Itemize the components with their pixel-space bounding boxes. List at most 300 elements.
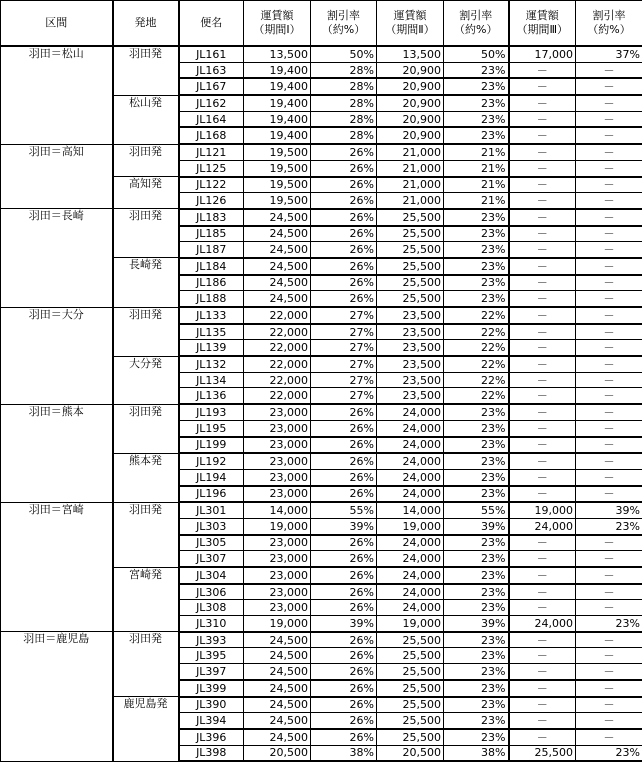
fare2-cell: 24,000 bbox=[377, 404, 444, 420]
rate1-cell: 26% bbox=[311, 275, 377, 291]
rate2-cell: 23% bbox=[444, 111, 509, 127]
flight-cell: JL135 bbox=[179, 324, 244, 340]
rate2-cell: 23% bbox=[444, 535, 509, 551]
flight-cell: JL393 bbox=[179, 632, 244, 648]
table-row bbox=[1, 632, 642, 648]
rate2-cell: 23% bbox=[444, 95, 509, 111]
flight-cell: JL303 bbox=[179, 518, 244, 534]
rate2-cell: 23% bbox=[444, 664, 509, 680]
fare3-cell: － bbox=[509, 226, 576, 242]
rate3-cell: － bbox=[576, 648, 642, 664]
fare2-cell: 23,500 bbox=[377, 324, 444, 340]
fare2-cell: 14,000 bbox=[377, 502, 444, 518]
fare1-cell: 23,000 bbox=[244, 584, 311, 600]
fare1-cell: 19,000 bbox=[244, 518, 311, 534]
origin-cell: 羽田発 bbox=[113, 46, 179, 95]
rate3-cell: － bbox=[576, 356, 642, 372]
fare2-cell: 21,000 bbox=[377, 144, 444, 160]
fare1-cell: 23,000 bbox=[244, 420, 311, 436]
fare2-cell: 24,000 bbox=[377, 567, 444, 584]
fare3-cell: － bbox=[509, 567, 576, 584]
origin-cell: 羽田発 bbox=[113, 404, 179, 453]
rate2-cell: 23% bbox=[444, 420, 509, 436]
flight-cell: JL397 bbox=[179, 664, 244, 680]
header-fare2 bbox=[377, 1, 444, 47]
fare2-cell: 19,000 bbox=[377, 616, 444, 632]
fare3-cell: － bbox=[509, 275, 576, 291]
rate3-cell: － bbox=[576, 664, 642, 680]
rate1-cell: 26% bbox=[311, 486, 377, 503]
rate3-cell: － bbox=[576, 242, 642, 258]
flight-cell: JL133 bbox=[179, 307, 244, 324]
rate2-cell: 23% bbox=[444, 258, 509, 275]
header-rate3 bbox=[576, 1, 642, 47]
flight-cell: JL164 bbox=[179, 111, 244, 127]
route-cell: 羽田＝鹿児島 bbox=[1, 632, 113, 762]
rate1-cell: 26% bbox=[311, 729, 377, 745]
rate2-cell: 22% bbox=[444, 340, 509, 356]
rate3-cell: － bbox=[576, 453, 642, 469]
rate3-cell: － bbox=[576, 437, 642, 454]
fare3-cell: － bbox=[509, 372, 576, 388]
rate3-cell: － bbox=[576, 729, 642, 745]
flight-cell: JL306 bbox=[179, 584, 244, 600]
rate1-cell: 27% bbox=[311, 356, 377, 372]
rate2-cell: 21% bbox=[444, 193, 509, 209]
rate3-cell: － bbox=[576, 193, 642, 209]
table-row bbox=[1, 46, 642, 62]
flight-cell: JL305 bbox=[179, 535, 244, 551]
fare1-cell: 24,500 bbox=[244, 632, 311, 648]
header-fare2-line2: （期間Ⅱ） bbox=[379, 23, 441, 37]
rate3-cell: － bbox=[576, 469, 642, 485]
origin-cell: 羽田発 bbox=[113, 307, 179, 356]
origin-cell: 羽田発 bbox=[113, 209, 179, 258]
rate1-cell: 26% bbox=[311, 469, 377, 485]
rate3-cell: － bbox=[576, 144, 642, 160]
rate1-cell: 28% bbox=[311, 111, 377, 127]
rate1-cell: 26% bbox=[311, 697, 377, 713]
fare3-cell: － bbox=[509, 453, 576, 469]
origin-cell: 宮崎発 bbox=[113, 567, 179, 632]
fare3-cell: － bbox=[509, 713, 576, 729]
rate2-cell: 23% bbox=[444, 127, 509, 144]
fare1-cell: 23,000 bbox=[244, 469, 311, 485]
rate3-cell: － bbox=[576, 535, 642, 551]
rate1-cell: 27% bbox=[311, 307, 377, 324]
rate1-cell: 38% bbox=[311, 745, 377, 761]
flight-cell: JL163 bbox=[179, 62, 244, 78]
rate2-cell: 21% bbox=[444, 144, 509, 160]
fare3-cell: － bbox=[509, 551, 576, 567]
fare3-cell: － bbox=[509, 258, 576, 275]
fare2-cell: 25,500 bbox=[377, 664, 444, 680]
fare1-cell: 19,400 bbox=[244, 111, 311, 127]
rate1-cell: 28% bbox=[311, 127, 377, 144]
flight-cell: JL199 bbox=[179, 437, 244, 454]
flight-cell: JL304 bbox=[179, 567, 244, 584]
rate3-cell: － bbox=[576, 111, 642, 127]
flight-cell: JL168 bbox=[179, 127, 244, 144]
fare1-cell: 19,400 bbox=[244, 127, 311, 144]
route-cell: 羽田＝大分 bbox=[1, 307, 113, 404]
fare3-cell: － bbox=[509, 111, 576, 127]
fare3-cell: － bbox=[509, 78, 576, 95]
fare1-cell: 24,500 bbox=[244, 209, 311, 226]
fare3-cell: 25,500 bbox=[509, 745, 576, 761]
fare1-cell: 24,500 bbox=[244, 242, 311, 258]
route-cell: 羽田＝宮崎 bbox=[1, 502, 113, 632]
fare2-cell: 20,900 bbox=[377, 111, 444, 127]
table-row bbox=[1, 502, 642, 518]
rate3-cell: － bbox=[576, 420, 642, 436]
fare1-cell: 19,500 bbox=[244, 160, 311, 176]
fare3-cell: － bbox=[509, 356, 576, 372]
rate1-cell: 26% bbox=[311, 144, 377, 160]
rate1-cell: 26% bbox=[311, 567, 377, 584]
fare1-cell: 23,000 bbox=[244, 404, 311, 420]
rate3-cell: － bbox=[576, 177, 642, 193]
rate1-cell: 26% bbox=[311, 226, 377, 242]
flight-cell: JL139 bbox=[179, 340, 244, 356]
fare3-cell: 24,000 bbox=[509, 518, 576, 534]
rate3-cell: － bbox=[576, 160, 642, 176]
flight-cell: JL390 bbox=[179, 697, 244, 713]
fare3-cell: － bbox=[509, 307, 576, 324]
rate3-cell: － bbox=[576, 713, 642, 729]
origin-cell: 高知発 bbox=[113, 177, 179, 209]
header-fare1 bbox=[244, 1, 311, 47]
fare1-cell: 22,000 bbox=[244, 372, 311, 388]
fare2-cell: 23,500 bbox=[377, 340, 444, 356]
table-row bbox=[1, 404, 642, 420]
route-cell: 羽田＝松山 bbox=[1, 46, 113, 144]
fare3-cell: － bbox=[509, 648, 576, 664]
rate2-cell: 23% bbox=[444, 62, 509, 78]
fare1-cell: 24,500 bbox=[244, 729, 311, 745]
rate3-cell: － bbox=[576, 372, 642, 388]
header-rate1-line2: （約%） bbox=[313, 23, 374, 37]
rate3-cell: － bbox=[576, 486, 642, 503]
fare3-cell: － bbox=[509, 632, 576, 648]
rate3-cell: － bbox=[576, 275, 642, 291]
rate2-cell: 55% bbox=[444, 502, 509, 518]
flight-cell: JL184 bbox=[179, 258, 244, 275]
fare3-cell: － bbox=[509, 388, 576, 404]
header-origin: 発地 bbox=[113, 1, 179, 47]
fare2-cell: 13,500 bbox=[377, 46, 444, 62]
rate1-cell: 26% bbox=[311, 680, 377, 697]
rate3-cell: － bbox=[576, 62, 642, 78]
fare3-cell: － bbox=[509, 404, 576, 420]
fare2-cell: 25,500 bbox=[377, 291, 444, 307]
rate3-cell: － bbox=[576, 340, 642, 356]
fare2-cell: 23,500 bbox=[377, 388, 444, 404]
fare1-cell: 22,000 bbox=[244, 324, 311, 340]
flight-cell: JL136 bbox=[179, 388, 244, 404]
rate2-cell: 23% bbox=[444, 78, 509, 95]
fare1-cell: 23,000 bbox=[244, 567, 311, 584]
fare2-cell: 23,500 bbox=[377, 372, 444, 388]
rate2-cell: 23% bbox=[444, 209, 509, 226]
fare2-cell: 24,000 bbox=[377, 469, 444, 485]
rate1-cell: 26% bbox=[311, 404, 377, 420]
fare1-cell: 23,000 bbox=[244, 437, 311, 454]
flight-cell: JL187 bbox=[179, 242, 244, 258]
fare3-cell: － bbox=[509, 324, 576, 340]
fare3-cell: － bbox=[509, 697, 576, 713]
origin-cell: 羽田発 bbox=[113, 502, 179, 567]
fare1-cell: 24,500 bbox=[244, 697, 311, 713]
rate2-cell: 23% bbox=[444, 713, 509, 729]
rate2-cell: 23% bbox=[444, 275, 509, 291]
flight-cell: JL183 bbox=[179, 209, 244, 226]
rate1-cell: 26% bbox=[311, 584, 377, 600]
flight-cell: JL162 bbox=[179, 95, 244, 111]
rate2-cell: 23% bbox=[444, 680, 509, 697]
rate2-cell: 22% bbox=[444, 372, 509, 388]
rate3-cell: － bbox=[576, 404, 642, 420]
flight-cell: JL195 bbox=[179, 420, 244, 436]
fare1-cell: 24,500 bbox=[244, 680, 311, 697]
rate1-cell: 26% bbox=[311, 193, 377, 209]
rate1-cell: 26% bbox=[311, 437, 377, 454]
flight-cell: JL310 bbox=[179, 616, 244, 632]
fare3-cell: － bbox=[509, 584, 576, 600]
fare3-cell: － bbox=[509, 242, 576, 258]
rate1-cell: 39% bbox=[311, 616, 377, 632]
rate3-cell: － bbox=[576, 226, 642, 242]
fare1-cell: 19,500 bbox=[244, 144, 311, 160]
fare1-cell: 14,000 bbox=[244, 502, 311, 518]
fare1-cell: 19,400 bbox=[244, 95, 311, 111]
rate1-cell: 27% bbox=[311, 388, 377, 404]
fare2-cell: 25,500 bbox=[377, 697, 444, 713]
rate1-cell: 26% bbox=[311, 258, 377, 275]
fare3-cell: － bbox=[509, 144, 576, 160]
flight-cell: JL122 bbox=[179, 177, 244, 193]
fare3-cell: － bbox=[509, 160, 576, 176]
rate2-cell: 23% bbox=[444, 469, 509, 485]
fare1-cell: 23,000 bbox=[244, 453, 311, 469]
rate2-cell: 23% bbox=[444, 453, 509, 469]
fare3-cell: － bbox=[509, 664, 576, 680]
rate1-cell: 26% bbox=[311, 551, 377, 567]
fare2-cell: 25,500 bbox=[377, 648, 444, 664]
fare2-cell: 19,000 bbox=[377, 518, 444, 534]
fare3-cell: － bbox=[509, 95, 576, 111]
rate3-cell: － bbox=[576, 258, 642, 275]
header-fare3 bbox=[509, 1, 576, 47]
fare2-cell: 25,500 bbox=[377, 258, 444, 275]
rate1-cell: 55% bbox=[311, 502, 377, 518]
origin-cell: 大分発 bbox=[113, 356, 179, 404]
rate2-cell: 23% bbox=[444, 600, 509, 616]
fare3-cell: － bbox=[509, 340, 576, 356]
rate2-cell: 23% bbox=[444, 551, 509, 567]
fare1-cell: 24,500 bbox=[244, 291, 311, 307]
rate3-cell: － bbox=[576, 291, 642, 307]
rate2-cell: 23% bbox=[444, 567, 509, 584]
rate2-cell: 23% bbox=[444, 437, 509, 454]
fare2-cell: 21,000 bbox=[377, 193, 444, 209]
fare3-cell: － bbox=[509, 291, 576, 307]
flight-cell: JL193 bbox=[179, 404, 244, 420]
header-rate3-line1: 割引率 bbox=[578, 9, 640, 23]
rate1-cell: 28% bbox=[311, 95, 377, 111]
fare3-cell: － bbox=[509, 729, 576, 745]
rate2-cell: 22% bbox=[444, 307, 509, 324]
fare1-cell: 22,000 bbox=[244, 340, 311, 356]
flight-cell: JL186 bbox=[179, 275, 244, 291]
rate2-cell: 23% bbox=[444, 226, 509, 242]
fare1-cell: 23,000 bbox=[244, 535, 311, 551]
rate2-cell: 23% bbox=[444, 486, 509, 503]
rate2-cell: 23% bbox=[444, 632, 509, 648]
fare3-cell: － bbox=[509, 62, 576, 78]
flight-cell: JL308 bbox=[179, 600, 244, 616]
fare2-cell: 20,900 bbox=[377, 95, 444, 111]
flight-cell: JL167 bbox=[179, 78, 244, 95]
header-rate2 bbox=[444, 1, 509, 47]
fare3-cell: 24,000 bbox=[509, 616, 576, 632]
rate1-cell: 26% bbox=[311, 648, 377, 664]
fare2-cell: 25,500 bbox=[377, 209, 444, 226]
fare1-cell: 23,000 bbox=[244, 551, 311, 567]
fare1-cell: 22,000 bbox=[244, 356, 311, 372]
fare-table-body bbox=[1, 46, 642, 761]
rate3-cell: 23% bbox=[576, 518, 642, 534]
rate1-cell: 28% bbox=[311, 62, 377, 78]
rate3-cell: － bbox=[576, 127, 642, 144]
origin-cell: 長崎発 bbox=[113, 258, 179, 307]
rate1-cell: 26% bbox=[311, 420, 377, 436]
fare2-cell: 25,500 bbox=[377, 632, 444, 648]
fare3-cell: － bbox=[509, 193, 576, 209]
rate3-cell: － bbox=[576, 307, 642, 324]
flight-cell: JL398 bbox=[179, 745, 244, 761]
fare3-cell: － bbox=[509, 209, 576, 226]
fare3-cell: － bbox=[509, 127, 576, 144]
rate2-cell: 23% bbox=[444, 697, 509, 713]
fare2-cell: 21,000 bbox=[377, 177, 444, 193]
header-fare3-line2: （期間Ⅲ） bbox=[512, 23, 574, 37]
fare3-cell: － bbox=[509, 535, 576, 551]
fare1-cell: 22,000 bbox=[244, 307, 311, 324]
fare2-cell: 25,500 bbox=[377, 713, 444, 729]
fare2-cell: 20,900 bbox=[377, 78, 444, 95]
fare2-cell: 25,500 bbox=[377, 680, 444, 697]
fare2-cell: 23,500 bbox=[377, 307, 444, 324]
flight-cell: JL399 bbox=[179, 680, 244, 697]
fare3-cell: － bbox=[509, 469, 576, 485]
fare1-cell: 23,000 bbox=[244, 486, 311, 503]
fare1-cell: 24,500 bbox=[244, 648, 311, 664]
fare3-cell: 17,000 bbox=[509, 46, 576, 62]
rate3-cell: － bbox=[576, 567, 642, 584]
origin-cell: 羽田発 bbox=[113, 632, 179, 697]
rate3-cell: 39% bbox=[576, 502, 642, 518]
header-flight: 便名 bbox=[179, 1, 244, 47]
rate3-cell: － bbox=[576, 680, 642, 697]
rate1-cell: 26% bbox=[311, 453, 377, 469]
rate3-cell: 23% bbox=[576, 616, 642, 632]
flight-cell: JL194 bbox=[179, 469, 244, 485]
route-cell: 羽田＝高知 bbox=[1, 144, 113, 209]
flight-cell: JL301 bbox=[179, 502, 244, 518]
fare1-cell: 24,500 bbox=[244, 275, 311, 291]
fare3-cell: － bbox=[509, 437, 576, 454]
flight-cell: JL161 bbox=[179, 46, 244, 62]
fare2-cell: 20,900 bbox=[377, 62, 444, 78]
rate1-cell: 27% bbox=[311, 372, 377, 388]
header-rate1 bbox=[311, 1, 377, 47]
rate3-cell: 23% bbox=[576, 745, 642, 761]
rate2-cell: 39% bbox=[444, 616, 509, 632]
rate2-cell: 23% bbox=[444, 291, 509, 307]
rate1-cell: 28% bbox=[311, 78, 377, 95]
fare3-cell: － bbox=[509, 420, 576, 436]
fare2-cell: 25,500 bbox=[377, 729, 444, 745]
fare1-cell: 19,000 bbox=[244, 616, 311, 632]
fare2-cell: 24,000 bbox=[377, 437, 444, 454]
rate3-cell: － bbox=[576, 95, 642, 111]
rate3-cell: － bbox=[576, 209, 642, 226]
rate2-cell: 23% bbox=[444, 242, 509, 258]
header-rate2-line1: 割引率 bbox=[446, 9, 506, 23]
fare1-cell: 19,400 bbox=[244, 78, 311, 95]
rate2-cell: 23% bbox=[444, 404, 509, 420]
flight-cell: JL126 bbox=[179, 193, 244, 209]
fare1-cell: 23,000 bbox=[244, 600, 311, 616]
rate1-cell: 26% bbox=[311, 632, 377, 648]
rate2-cell: 23% bbox=[444, 648, 509, 664]
header-rate2-line2: （約%） bbox=[446, 23, 506, 37]
flight-cell: JL132 bbox=[179, 356, 244, 372]
origin-cell: 鹿児島発 bbox=[113, 697, 179, 762]
fare3-cell: 19,000 bbox=[509, 502, 576, 518]
rate2-cell: 50% bbox=[444, 46, 509, 62]
rate1-cell: 26% bbox=[311, 600, 377, 616]
flight-cell: JL125 bbox=[179, 160, 244, 176]
rate3-cell: － bbox=[576, 600, 642, 616]
rate3-cell: － bbox=[576, 78, 642, 95]
origin-cell: 羽田発 bbox=[113, 144, 179, 176]
fare3-cell: － bbox=[509, 486, 576, 503]
rate3-cell: － bbox=[576, 697, 642, 713]
fare1-cell: 19,400 bbox=[244, 62, 311, 78]
rate1-cell: 26% bbox=[311, 713, 377, 729]
route-cell: 羽田＝熊本 bbox=[1, 404, 113, 502]
header-fare1-line1: 運賃額 bbox=[246, 9, 308, 23]
fare1-cell: 19,500 bbox=[244, 193, 311, 209]
flight-cell: JL134 bbox=[179, 372, 244, 388]
fare2-cell: 24,000 bbox=[377, 600, 444, 616]
route-cell: 羽田＝長崎 bbox=[1, 209, 113, 307]
header-fare2-line1: 運賃額 bbox=[379, 9, 441, 23]
rate3-cell: － bbox=[576, 388, 642, 404]
rate3-cell: － bbox=[576, 632, 642, 648]
flight-cell: JL192 bbox=[179, 453, 244, 469]
rate2-cell: 39% bbox=[444, 518, 509, 534]
header-rate1-line1: 割引率 bbox=[313, 9, 374, 23]
fare1-cell: 24,500 bbox=[244, 258, 311, 275]
header-row bbox=[1, 1, 642, 47]
fare1-cell: 22,000 bbox=[244, 388, 311, 404]
fare1-cell: 19,500 bbox=[244, 177, 311, 193]
rate2-cell: 38% bbox=[444, 745, 509, 761]
fare2-cell: 24,000 bbox=[377, 584, 444, 600]
